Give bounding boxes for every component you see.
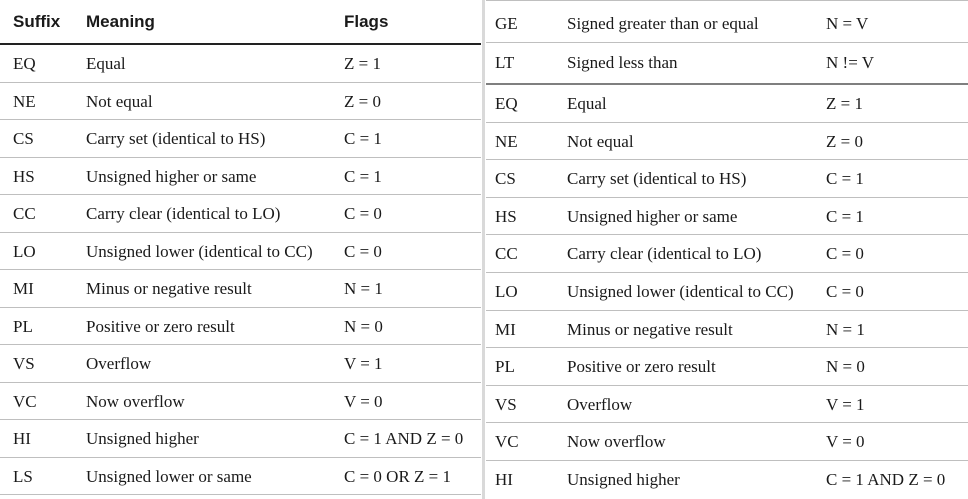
flags-cell: C = 1 [344,166,382,186]
flags-cell: V = 1 [826,394,865,414]
table-header [0,0,481,45]
suffix-cell: GE [495,14,518,33]
table-row [486,235,968,273]
flags-cell: N != V [826,53,874,72]
meaning-cell: Unsigned higher [567,469,680,489]
meaning-cell: Signed less than [567,53,678,72]
flags-cell: C = 0 [344,204,382,223]
flags-cell: C = 1 AND Z = 0 [344,429,464,448]
suffix-cell: PL [13,316,33,336]
suffix-cell: VC [495,432,519,452]
suffix-cell: EQ [495,94,518,113]
suffix-cell: HI [495,469,513,489]
table-row [486,0,968,43]
meaning-cell: Unsigned higher or same [86,166,257,186]
meaning-cell: Unsigned lower (identical to CC) [86,241,313,261]
suffix-cell: HS [13,166,35,186]
table-row [0,120,481,158]
flags-cell: Z = 1 [826,94,863,113]
flags-cell: C = 0 [344,241,382,261]
header-meaning: Meaning [86,12,155,31]
meaning-cell: Overflow [86,354,152,373]
meaning-cell: Equal [567,94,607,113]
table-row [486,273,968,311]
suffix-cell: CC [495,244,518,264]
meaning-cell: Now overflow [86,391,185,411]
suffix-cell: VS [495,394,517,414]
flags-cell: Z = 0 [826,131,863,151]
table-row [486,160,968,198]
flags-cell: N = 0 [826,357,865,377]
panel-divider [482,0,485,499]
meaning-cell: Unsigned lower (identical to CC) [567,281,794,301]
table-row [486,198,968,236]
flags-cell: N = 1 [826,319,865,339]
header-flags: Flags [344,12,389,31]
meaning-cell: Unsigned higher or same [567,206,738,226]
flags-cell: V = 0 [826,432,865,452]
flags-cell: C = 1 [826,169,864,189]
table-row [0,158,481,196]
meaning-cell: Not equal [567,131,634,151]
suffix-cell: NE [495,131,518,151]
suffix-cell: VS [13,354,35,373]
flags-cell: C = 1 [344,129,382,148]
suffix-cell: HS [495,206,517,226]
table-row [486,348,968,386]
table-row [0,308,481,346]
meaning-cell: Not equal [86,91,153,111]
right-condition-table [486,0,968,499]
table-row [486,43,968,85]
meaning-cell: Now overflow [567,432,666,452]
meaning-cell: Overflow [567,394,633,414]
flags-cell: C = 1 AND Z = 0 [826,469,946,489]
flags-cell: N = 1 [344,279,383,298]
flags-cell: C = 0 [826,281,864,301]
meaning-cell: Carry clear (identical to LO) [567,244,762,264]
suffix-cell: LT [495,53,515,72]
table-row [0,45,481,83]
table-row [0,458,481,496]
flags-cell: V = 1 [344,354,383,373]
suffix-cell: HI [13,429,31,448]
meaning-cell: Unsigned higher [86,429,199,448]
meaning-cell: Minus or negative result [86,279,252,298]
left-rows [0,45,481,495]
suffix-cell: CC [13,204,36,223]
table-row [486,386,968,424]
table-row [486,423,968,461]
header-suffix: Suffix [13,12,61,31]
suffix-cell: CS [13,129,34,148]
meaning-cell: Signed greater than or equal [567,14,759,33]
table-row [486,311,968,349]
suffix-cell: PL [495,357,515,377]
table-row [486,461,968,499]
suffix-cell: CS [495,169,516,189]
flags-cell: V = 0 [344,391,383,411]
suffix-cell: VC [13,391,37,411]
flags-cell: Z = 0 [344,91,381,111]
flags-cell: N = V [826,14,869,33]
suffix-cell: NE [13,91,36,111]
table-row [0,270,481,308]
meaning-cell: Minus or negative result [567,319,733,339]
table-row [0,345,481,383]
left-condition-table [0,0,481,495]
flags-cell: C = 0 OR Z = 1 [344,466,452,486]
table-row [486,123,968,161]
meaning-cell: Carry set (identical to HS) [567,169,747,189]
table-row [0,195,481,233]
table-row [0,383,481,421]
meaning-cell: Positive or zero result [86,316,235,336]
table-row [0,420,481,458]
meaning-cell: Carry set (identical to HS) [86,129,266,148]
table-row [0,83,481,121]
suffix-cell: MI [13,279,34,298]
meaning-cell: Equal [86,54,126,73]
table-row [0,233,481,271]
meaning-cell: Unsigned lower or same [86,466,252,486]
flags-cell: C = 0 [826,244,864,264]
suffix-cell: LS [13,466,33,486]
meaning-cell: Carry clear (identical to LO) [86,204,281,223]
suffix-cell: MI [495,319,516,339]
table-row [486,85,968,123]
meaning-cell: Positive or zero result [567,357,716,377]
suffix-cell: EQ [13,54,36,73]
suffix-cell: LO [13,241,36,261]
suffix-cell: LO [495,281,518,301]
flags-cell: Z = 1 [344,54,381,73]
flags-cell: N = 0 [344,316,383,336]
flags-cell: C = 1 [826,206,864,226]
